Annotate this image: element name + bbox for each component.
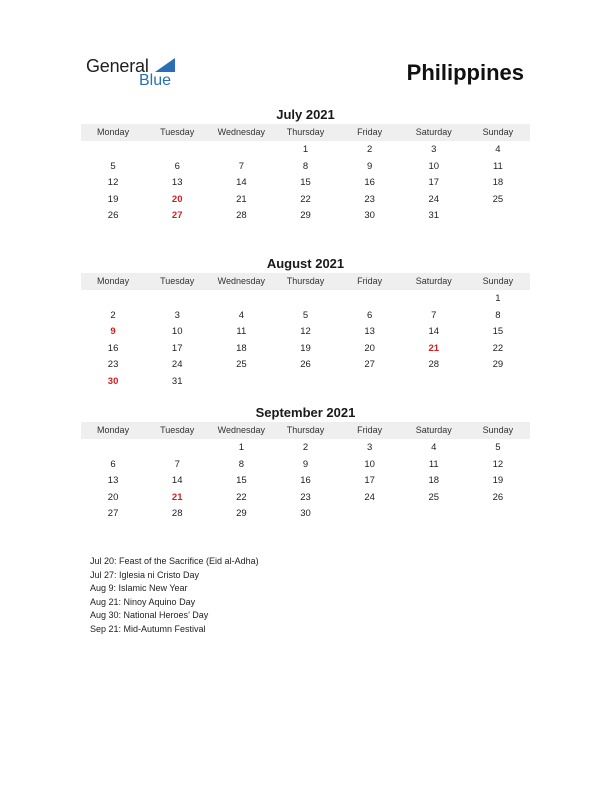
day-cell: 6 — [174, 160, 180, 172]
day-cell: 18 — [428, 475, 440, 486]
day-cell: 23 — [300, 491, 311, 503]
day-cell: 21 — [236, 193, 247, 205]
day-cell: 25 — [428, 491, 440, 503]
day-cell: 29 — [236, 508, 247, 519]
day-cell: 27 — [171, 210, 183, 221]
weekday-label: Thursday — [286, 425, 325, 435]
day-cell: 12 — [107, 177, 119, 188]
empty-day-cell — [81, 291, 145, 308]
empty-day-cell — [402, 506, 466, 523]
holiday-note: Sep 21: Mid-Autumn Festival — [90, 623, 206, 634]
weekday-label: Monday — [97, 276, 130, 286]
weekday-label: Saturday — [415, 127, 452, 137]
day-cell: 11 — [492, 160, 503, 172]
weekday-label: Sunday — [482, 127, 514, 137]
empty-day-cell — [145, 291, 209, 308]
day-cell: 19 — [107, 193, 119, 205]
day-cell: 19 — [300, 342, 311, 354]
holiday-note: Jul 27: Iglesia ni Cristo Day — [90, 569, 200, 580]
day-cell: 23 — [364, 193, 375, 205]
week-row — [81, 440, 530, 457]
country-title: Philippines — [406, 60, 524, 85]
empty-day-cell — [466, 506, 530, 523]
day-cell: 28 — [236, 210, 247, 221]
day-cell: 28 — [428, 359, 440, 370]
day-cell: 7 — [431, 309, 437, 321]
holiday-note: Aug 9: Islamic New Year — [90, 583, 188, 593]
day-cell: 20 — [171, 193, 183, 205]
empty-day-cell — [402, 374, 466, 391]
month-title: August 2021 — [266, 256, 345, 271]
day-cell: 14 — [428, 326, 440, 337]
day-cell: 15 — [236, 475, 247, 486]
empty-day-cell — [338, 506, 402, 523]
day-cell: 4 — [495, 144, 501, 155]
empty-day-cell — [466, 208, 530, 225]
week-row — [81, 457, 530, 474]
day-cell: 20 — [107, 491, 119, 503]
week-row — [81, 291, 530, 308]
weekday-header-row — [81, 124, 530, 141]
weekday-label: Tuesday — [160, 425, 195, 435]
day-cell: 31 — [428, 210, 440, 221]
holiday-note: Aug 21: Ninoy Aquino Day — [90, 596, 196, 607]
week-row — [81, 473, 530, 490]
weekday-header-row — [81, 422, 530, 439]
day-cell: 26 — [300, 359, 311, 370]
day-cell: 30 — [364, 210, 375, 221]
day-cell: 3 — [174, 309, 180, 321]
day-cell: 11 — [236, 326, 247, 337]
empty-day-cell — [338, 374, 402, 391]
day-cell: 29 — [300, 210, 311, 221]
day-cell: 16 — [364, 177, 375, 188]
empty-day-cell — [338, 291, 402, 308]
day-cell: 12 — [492, 458, 504, 470]
day-cell: 13 — [171, 177, 183, 188]
day-cell: 31 — [171, 375, 183, 387]
day-cell: 27 — [107, 508, 119, 519]
day-cell: 7 — [238, 160, 244, 172]
day-cell: 15 — [492, 326, 504, 337]
weekday-label: Monday — [97, 425, 130, 435]
empty-day-cell — [402, 291, 466, 308]
day-cell: 4 — [431, 442, 437, 453]
day-cell: 17 — [428, 177, 440, 188]
day-cell: 6 — [366, 309, 373, 321]
week-row — [81, 175, 530, 192]
day-cell: 5 — [495, 442, 501, 453]
day-cell: 18 — [492, 177, 504, 188]
day-cell: 25 — [236, 359, 247, 370]
logo-triangle-icon — [155, 58, 175, 72]
empty-day-cell — [209, 374, 273, 391]
logo-general-text: General — [86, 56, 149, 76]
week-row — [81, 308, 530, 325]
day-cell: 23 — [107, 359, 119, 370]
day-cell: 28 — [171, 508, 183, 519]
empty-day-cell — [273, 291, 337, 308]
day-cell: 21 — [171, 491, 183, 503]
month-calendar-august — [81, 256, 530, 390]
week-row — [81, 324, 530, 341]
day-cell: 18 — [236, 342, 247, 354]
day-cell: 24 — [171, 359, 183, 370]
empty-day-cell — [81, 440, 145, 457]
week-row — [81, 192, 530, 209]
day-cell: 26 — [107, 210, 119, 221]
day-cell: 24 — [428, 193, 440, 205]
day-cell: 22 — [300, 193, 311, 205]
week-row — [81, 357, 530, 374]
month-title: September 2021 — [255, 405, 356, 420]
holiday-note: Aug 30: National Heroes’ Day — [90, 610, 209, 620]
day-cell: 1 — [238, 442, 244, 453]
month-calendar-september — [81, 405, 530, 523]
day-cell: 24 — [364, 491, 375, 503]
weekday-label: Friday — [357, 425, 383, 435]
week-row — [81, 506, 530, 523]
empty-day-cell — [145, 440, 209, 457]
week-row — [81, 159, 530, 176]
day-cell: 4 — [238, 309, 244, 321]
weekday-label: Friday — [357, 127, 383, 137]
logo-blue-text: Blue — [139, 72, 172, 89]
day-cell: 13 — [364, 326, 375, 337]
day-cell: 30 — [300, 508, 311, 519]
day-cell: 2 — [302, 442, 309, 453]
day-cell: 3 — [431, 144, 437, 155]
day-cell: 12 — [300, 326, 311, 337]
day-cell: 19 — [492, 475, 504, 486]
weekday-label: Friday — [357, 276, 383, 286]
day-cell: 9 — [110, 326, 116, 337]
week-row — [81, 374, 530, 391]
week-row — [81, 208, 530, 225]
empty-day-cell — [209, 142, 273, 159]
week-row — [81, 341, 530, 358]
day-cell: 22 — [492, 342, 504, 354]
day-cell: 26 — [492, 491, 504, 503]
month-title: July 2021 — [276, 107, 335, 122]
day-cell: 2 — [110, 309, 116, 321]
day-cell: 7 — [174, 458, 180, 470]
day-cell: 21 — [428, 342, 440, 354]
day-cell: 14 — [171, 475, 183, 486]
day-cell: 30 — [107, 375, 119, 387]
day-cell: 10 — [364, 458, 375, 470]
weekday-label: Tuesday — [160, 127, 195, 137]
weekday-label: Thursday — [286, 276, 325, 286]
empty-day-cell — [145, 142, 209, 159]
day-cell: 16 — [107, 342, 119, 354]
empty-day-cell — [273, 374, 337, 391]
week-row — [81, 142, 530, 159]
generalblue-logo — [86, 56, 186, 92]
day-cell: 27 — [364, 359, 375, 370]
weekday-label: Tuesday — [160, 276, 195, 286]
day-cell: 14 — [236, 177, 247, 188]
weekday-label: Monday — [97, 127, 130, 137]
day-cell: 6 — [110, 458, 116, 470]
day-cell: 8 — [302, 160, 309, 172]
day-cell: 22 — [236, 491, 247, 503]
day-cell: 29 — [492, 359, 504, 370]
empty-day-cell — [81, 142, 145, 159]
weekday-label: Wednesday — [217, 276, 266, 286]
day-cell: 15 — [300, 177, 311, 188]
day-cell: 5 — [302, 309, 309, 321]
holiday-note: Jul 20: Feast of the Sacrifice (Eid al-Adha) — [90, 556, 259, 566]
weekday-label: Sunday — [482, 276, 514, 286]
weekday-label: Wednesday — [217, 127, 266, 137]
weekday-header-row — [81, 273, 530, 290]
day-cell: 17 — [364, 475, 375, 486]
week-row — [81, 490, 530, 507]
day-cell: 11 — [428, 458, 439, 470]
day-cell: 5 — [110, 160, 116, 172]
day-cell: 3 — [366, 442, 373, 453]
day-cell: 8 — [238, 458, 244, 470]
day-cell: 17 — [171, 342, 183, 354]
day-cell: 8 — [495, 309, 501, 321]
day-cell: 9 — [302, 458, 309, 470]
weekday-label: Sunday — [482, 425, 514, 435]
day-cell: 1 — [495, 293, 501, 304]
weekday-label: Saturday — [415, 425, 452, 435]
weekday-label: Wednesday — [217, 425, 266, 435]
day-cell: 25 — [492, 193, 504, 205]
day-cell: 16 — [300, 475, 311, 486]
day-cell: 9 — [366, 160, 373, 172]
holiday-notes-list — [90, 555, 259, 636]
day-cell: 2 — [366, 144, 373, 155]
month-calendar-july — [81, 107, 530, 225]
day-cell: 10 — [171, 326, 183, 337]
day-cell: 20 — [364, 342, 375, 354]
empty-day-cell — [209, 291, 273, 308]
weekday-label: Thursday — [286, 127, 325, 137]
day-cell: 1 — [302, 144, 309, 155]
empty-day-cell — [466, 374, 530, 391]
day-cell: 13 — [107, 475, 119, 486]
weekday-label: Saturday — [415, 276, 452, 286]
day-cell: 10 — [428, 160, 440, 172]
